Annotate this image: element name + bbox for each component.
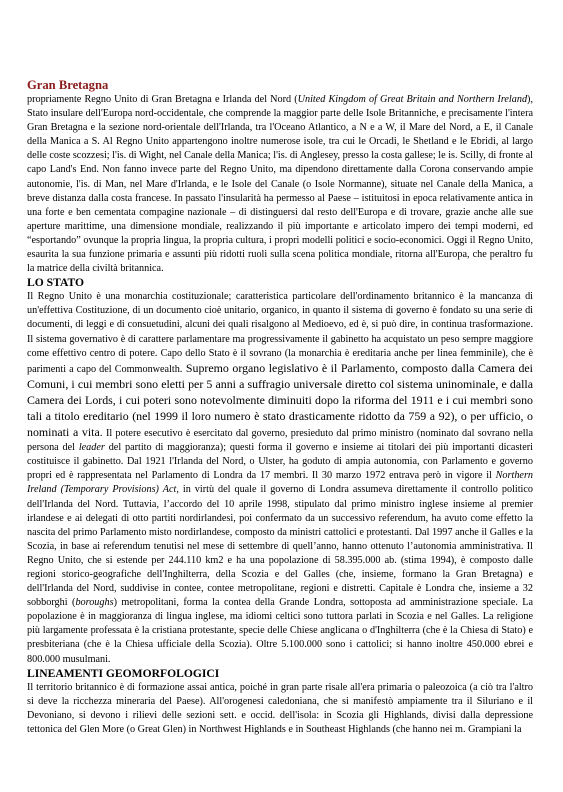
stato-italic-boroughs: boroughs [75,597,114,609]
stato-text-2: Supremo organo legislativo è il Parlamento, composto dalla Camera dei Comuni, i cui membri sono eletti per 5 anni a suffragio universale diretto col sistema uninominale, e dalla Camera dei Lords, i cui poteri sono notevolmente diminuiti dopo la riforma del 1911 e i cui membri sono tali a titolo ereditario (nel 1999 il loro numero è stato drasticamente ridotto da 759 a 92), o per ufficio, o nominati a vita. [27,360,533,440]
stato-text-4: del partito di maggioranza); questi forma il governo e insieme ai titolari dei più importanti dicasteri costituisce il gabinetto. Dal 1921 l'Irlanda del Nord, o Ulster, ha goduto di ampia autonomia, con Parlamento e governo propri ed è rappresentata nel Parlamento di Londra da 17 membri. Il 30 marzo 1972 entrava però in vigore il [27,442,533,482]
intro-paragraph [27,93,533,276]
stato-italic-leader: leader [78,442,105,454]
stato-text-3: Il potere esecutivo è esercitato dal governo, presieduto dal primo ministro (nominato dal sovrano nella persona del [27,428,533,454]
intro-text-2: ), Stato insulare dell'Europa nord-occidentale, che comprende la maggior parte delle Isole Britanniche, e precisamente l'intera Gran Bretagna e la sezione nord-orientale dell'Irlanda, tra l'Oceano Atlantico, a N e a W, il Mare del Nord, a E, il Canale della Manica a S. Al Regno Unito appartengono inoltre numerose isole, tra cui le Orcadi, le Shetland e le Ebridi, al largo delle coste scozzesi; l'is. di Wight, nel Canale della Manica; l'is. di Anglesey, presso la costa gallese; le is. Scilly, di fronte al capo Land's End. Non fanno invece parte del Regno Unito, ma dipendono direttamente dalla Corona conservando ampie autonomie, l'is. di Man, nel Mare d'Irlanda, e le Isole del Canale (o Isole Normanne), situate nel Canale della Manica, a breve distanza dalla costa francese. In passato l'insularità ha permesso al Paese – istituitosi in epoca relativamente antica in una forte e ben cementata compagine nazionale – di distinguersi dal resto dell'Europa e di trovare, grazie anche alle sue aperture marittime, una dimensione mondiale, realizzando il più importante e articolato impero dei tempi moderni, ed “esportando” ovunque la propria lingua, la propria cultura, i propri modelli politici e socio-economici. Oggi il Regno Unito, esaurita la sua funzione primaria e assunti più ridotti ruoli sulla scena politica mondiale, ritorna all'Europa, che peraltro fu la matrice della civiltà britannica. [27,94,533,275]
intro-text-1: propriamente Regno Unito di Gran Bretagna e Irlanda del Nord ( [27,94,298,105]
stato-text-5: , in virtù del quale il governo di Londra assumeva direttamente il controllo politico dell'Irlanda del Nord. Tuttavia, l’accordo del 10 aprile 1998, stipulato dal primo ministro inglese insieme al premier irlandese e ai delegati di otto partiti nordirlandesi, poi confermato da un successivo referendum, ha avuto come effetto la nascita del primo Parlamento misto nordirlandese, composto da ministri cattolici e protestanti. Dal 1997 anche il Galles e la Scozia, in base ai referendum tenutisi nel mese di settembre di quell’anno, hanno ottenuto l’autonomia amministrativa. Il Regno Unito, che si estende per 244.110 km2 e ha una popolazione di 58.395.000 ab. (stima 1994), è composto dalle regioni storico-geografiche dell'Inghilterra, della Scozia e del Galles (che, insieme, formano la Gran Bretagna) e dell'Irlanda del Nord, suddivise in contee, contee metropolitane, regioni e distretti. Capitale è Londra che, insieme a 32 sobborghi ( [27,484,533,609]
section-heading-lo-stato: LO STATO [27,276,85,290]
stato-italic-act: Northern Ireland (Temporary Provisions) Act [27,470,533,496]
section-paragraph-geomorfologia: Il territorio britannico è di formazione assai antica, poiché in gran parte risale all'era primaria o paleozoica (a ciò tra l'altro si deve la ricchezza mineraria del Paese). All'orogenesi caledoniana, che si manifestò ampiamente tra il Siluriano e il Devoniano, si devono i rilievi delle sezioni sett. e occid. dell'isola: in Scozia gli Highlands, divisi dalla depressione tettonica del Glen More (o Great Glen) in Northwest Highlands e in Southeast Highlands (che hanno nei m. Grampiani la [27,681,533,735]
stato-text-1: Il Regno Unito è una monarchia costituzionale; caratteristica particolare dell'ordinamento britannico è la mancanza di un'effettiva Costituzione, di un documento cioè unitario, organico, in quanto il sistema di governo è fondato su una serie di documenti, di leggi e di consuetudini, alcuni dei quali risalgono al Medioevo, ed è, si può dire, in continua trasformazione. Il sistema governativo è di carattere parlamentare ma progressivamente il gabinetto ha acquistato un peso sempre maggiore come effettivo centro di potere. Capo dello Stato è il sovrano (la monarchia è ereditaria anche per linea femminile), che è parimenti a capo del Commonwealth. [27,291,533,375]
page-title: Gran Bretagna [27,78,109,92]
intro-italic: United Kingdom of Great Britain and Northern Ireland [297,94,528,105]
section-heading-geomorfologia: LINEAMENTI GEOMORFOLOGICI [27,666,220,680]
stato-text-6: ) metropolitani, forma la contea della Grande Londra, sottoposta ad amministrazione speciale. La popolazione è in maggioranza di lingua inglese, ma idiomi celtici sono tuttora parlati in Scozia e nel Galles. La religione più largamente professata è la cristiana protestante, specie delle Chiese anglicana o d'Inghilterra (che è la Chiesa di Stato) e presbiteriana (che è la Chiesa ufficiale della Scozia). Oltre 5.100.000 sono i cattolici; si hanno inoltre 450.000 ebrei e 800.000 musulmani. [27,597,533,665]
section-paragraph-lo-stato [27,290,533,666]
document-page [27,78,533,737]
